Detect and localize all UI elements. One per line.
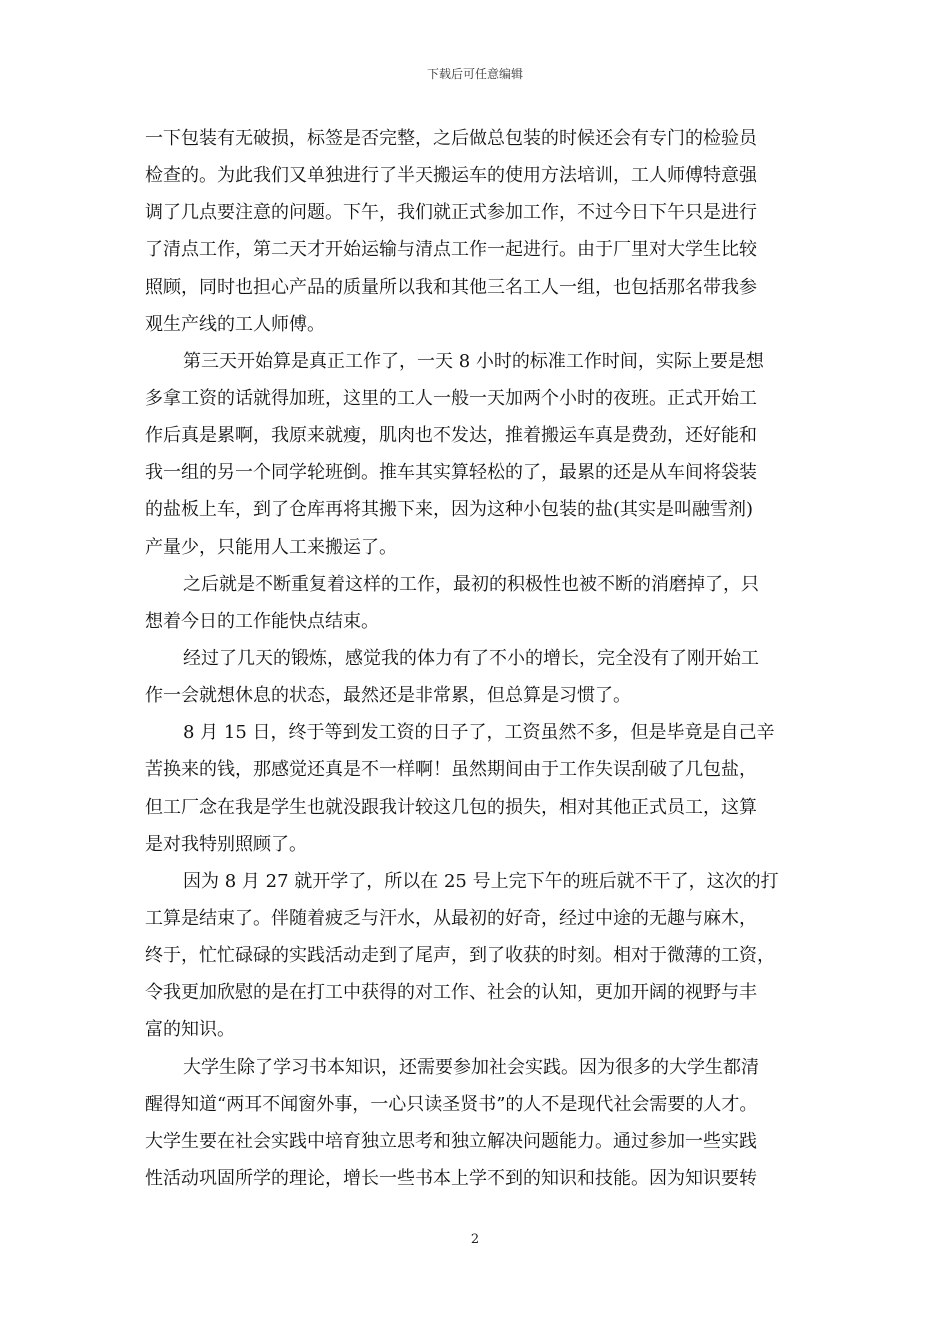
text-line: 观生产线的工人师傅。: [145, 313, 325, 335]
text-line: 调了几点要注意的问题。下午，我们就正式参加工作，不过今日下午只是进行: [145, 202, 757, 224]
text-line: 性活动巩固所学的理论，增长一些书本上学不到的知识和技能。因为知识要转: [145, 1167, 757, 1189]
text-line: 我一组的另一个同学轮班倒。推车其实算轻松的了，最累的还是从车间将袋装: [145, 462, 757, 484]
page-number: 2: [470, 1232, 480, 1247]
text-line: 工算是结束了。伴随着疲乏与汗水，从最初的好奇，经过中途的无趣与麻木，: [145, 907, 757, 929]
text-line: 令我更加欣慰的是在打工中获得的对工作、社会的认知，更加开阔的视野与丰: [145, 982, 757, 1004]
paragraph-first-line: 之后就是不断重复着这样的工作，最初的积极性也被不断的消磨掉了，只: [183, 573, 759, 595]
paragraph-first-line: 第三天开始算是真正工作了，一天 8 小时的标准工作时间，实际上要是想: [183, 350, 764, 372]
text-line: 作后真是累啊，我原来就瘦，肌肉也不发达，推着搬运车真是费劲，还好能和: [145, 425, 757, 447]
text-line: 照顾，同时也担心产品的质量所以我和其他三名工人一组，也包括那名带我参: [145, 276, 757, 298]
text-line: 的盐板上车，到了仓库再将其搬下来，因为这种小包装的盐(其实是叫融雪剂): [145, 499, 754, 521]
text-line: 作一会就想休息的状态，最然还是非常累，但总算是习惯了。: [145, 685, 631, 707]
text-line: 多拿工资的话就得加班，这里的工人一般一天加两个小时的夜班。正式开始工: [145, 387, 757, 409]
paragraph-first-line: 因为 8 月 27 就开学了，所以在 25 号上完下午的班后就不干了，这次的打: [183, 870, 779, 892]
text-line: 了清点工作，第二天才开始运输与清点工作一起进行。由于厂里对大学生比较: [145, 239, 757, 261]
text-line: 一下包装有无破损，标签是否完整，之后做总包装的时候还会有专门的检验员: [145, 128, 757, 149]
text-line: 富的知识。: [145, 1019, 235, 1041]
text-line: 终于，忙忙碌碌的实践活动走到了尾声，到了收获的时刻。相对于微薄的工资，: [145, 945, 775, 967]
document-body: [145, 120, 815, 1197]
text-line: 大学生要在社会实践中培育独立思考和独立解决问题能力。通过参加一些实践: [145, 1130, 757, 1152]
paragraph-first-line: 8 月 15 日，终于等到发工资的日子了，工资虽然不多，但是毕竟是自己辛: [183, 722, 775, 744]
text-line: 产量少，只能用人工来搬运了。: [145, 536, 397, 558]
text-line: 苦换来的钱，那感觉还真是不一样啊！虽然期间由于工作失误刮破了几包盐，: [145, 759, 757, 781]
paragraph-first-line: 经过了几天的锻炼，感觉我的体力有了不小的增长，完全没有了刚开始工: [183, 647, 759, 669]
page-header: 下载后可任意编辑: [426, 67, 523, 81]
text-line: 是对我特别照顾了。: [145, 833, 307, 855]
text-line: 检查的。为此我们又单独进行了半天搬运车的使用方法培训，工人师傅特意强: [145, 165, 757, 187]
paragraph-first-line: 大学生除了学习书本知识，还需要参加社会实践。因为很多的大学生都清: [183, 1056, 759, 1078]
text-line: 但工厂念在我是学生也就没跟我计较这几包的损失，相对其他正式员工，这算: [145, 796, 757, 818]
text-line: 想着今日的工作能快点结束。: [145, 610, 379, 632]
text-line: 醒得知道“两耳不闻窗外事，一心只读圣贤书”的人不是现代社会需要的人才。: [145, 1093, 758, 1115]
